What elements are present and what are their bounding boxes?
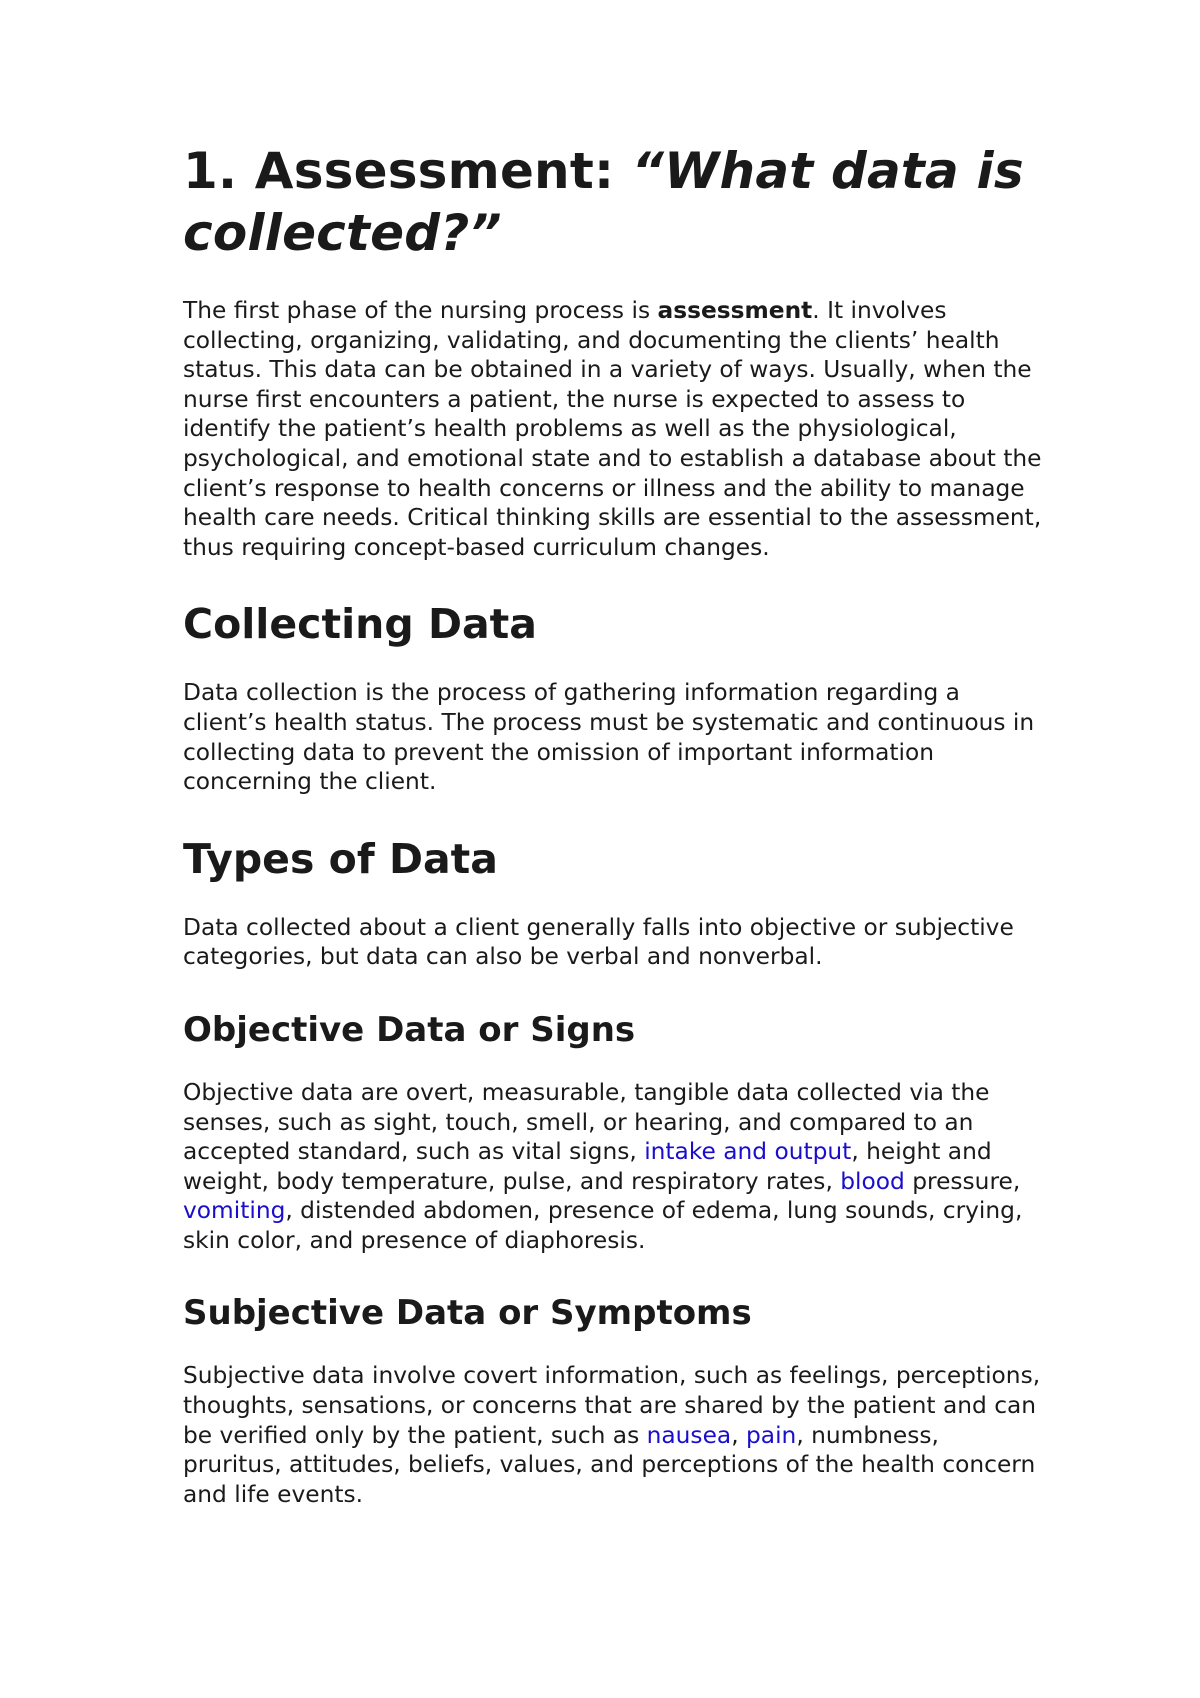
- link-pain[interactable]: pain: [746, 1421, 797, 1449]
- subjective-paragraph: [183, 1361, 1043, 1509]
- collecting-data-paragraph: Data collection is the process of gathering information regarding a client’s health status. The process must be systematic and continuous in collecting data to prevent the omission of important information concerning the client.: [183, 679, 1035, 796]
- subjective-text-2: ,: [731, 1421, 746, 1449]
- page-title-prefix: 1. Assessment:: [183, 142, 632, 200]
- intro-text-end: . It involves collecting, organizing, validating, and documenting the clients’ health status. This data can be obtained in a variety of ways. Usually, when the nurse first encounters a patient, the nurse is expected to assess to identify the patient’s health problems as well as the physiological, psychological, and emotional state and to establish a database about the client’s response to health concerns or illness and the ability to manage health care needs. Critical thinking skills are essential to the assessment, thus requiring concept-based curriculum changes.: [183, 297, 1042, 561]
- intro-bold-term: assessment: [657, 297, 813, 324]
- subsection-heading-objective: Objective Data or Signs: [183, 1009, 636, 1050]
- subjective-text-3: , numbness, pruritus, attitudes, beliefs, values, and perceptions of the health concern and life events.: [183, 1421, 1036, 1508]
- intro-paragraph: [183, 296, 1043, 562]
- page-title: [183, 140, 1043, 264]
- link-intake-and-output[interactable]: intake and output: [644, 1138, 852, 1166]
- types-of-data-paragraph: Data collected about a client generally falls into objective or subjective categories, but data can also be verbal and nonverbal.: [183, 913, 1014, 971]
- document-page: [183, 140, 1043, 1545]
- objective-text-3: pressure,: [904, 1167, 1021, 1195]
- objective-text-1: Objective data are overt, measurable, tangible data collected via the senses, such as sight, touch, smell, or hearing, and compared to an accepted standard, such as vital signs,: [183, 1078, 990, 1166]
- subsection-heading-subjective: Subjective Data or Symptoms: [183, 1293, 752, 1334]
- section-heading-collecting-data: Collecting Data: [183, 600, 537, 649]
- subjective-text-1: Subjective data involve covert information, such as feelings, perceptions, thoughts, sensations, or concerns that are shared by the patient and can be verified only by the patient, such as: [183, 1362, 1041, 1449]
- intro-text-start: The first phase of the nursing process is: [183, 297, 658, 324]
- objective-text-2: , height and weight, body temperature, pulse, and respiratory rates,: [183, 1138, 992, 1195]
- objective-text-4: , distended abdomen, presence of edema, lung sounds, crying, skin color, and presence of diaphoresis.: [183, 1197, 1023, 1254]
- link-nausea[interactable]: nausea: [646, 1421, 732, 1449]
- link-vomiting[interactable]: vomiting: [183, 1197, 286, 1225]
- objective-paragraph: [183, 1078, 1043, 1256]
- section-heading-types-of-data: Types of Data: [183, 834, 498, 883]
- page-title-question: “What data is collected?”: [183, 142, 1024, 262]
- link-blood[interactable]: blood: [840, 1167, 905, 1195]
